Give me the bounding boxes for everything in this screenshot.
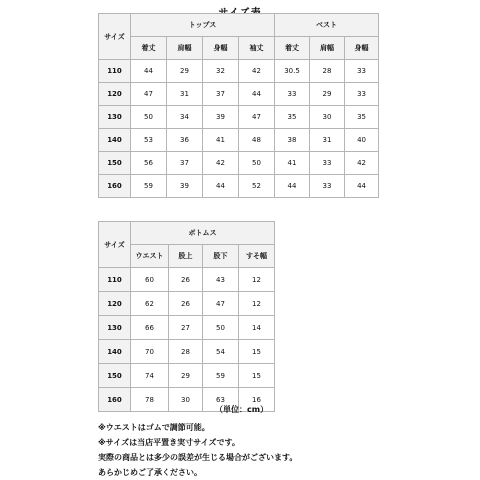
table-cell: 33	[345, 60, 379, 83]
table-cell: 52	[239, 175, 275, 198]
table-cell: 48	[239, 129, 275, 152]
table-cell: 30	[310, 106, 345, 129]
table-cell: 50	[131, 106, 167, 129]
table-cell: 37	[203, 83, 239, 106]
table-cell: 31	[167, 83, 203, 106]
table-cell: 37	[167, 152, 203, 175]
table-cell: 33	[275, 83, 310, 106]
table-cell: 15	[239, 340, 275, 364]
size-cell: 110	[99, 268, 131, 292]
table-cell: 39	[203, 106, 239, 129]
table-cell: 29	[310, 83, 345, 106]
table-cell: 30	[169, 388, 203, 412]
size-header: サイズ	[99, 222, 131, 268]
size-cell: 130	[99, 106, 131, 129]
table-cell: 35	[275, 106, 310, 129]
column-header: 着丈	[275, 37, 310, 60]
table-cell: 33	[310, 175, 345, 198]
size-header: サイズ	[99, 14, 131, 60]
table-cell: 32	[203, 60, 239, 83]
column-header: 肩幅	[310, 37, 345, 60]
table-cell: 56	[131, 152, 167, 175]
table-cell: 50	[239, 152, 275, 175]
table-cell: 70	[131, 340, 169, 364]
table-cell: 36	[167, 129, 203, 152]
size-cell: 160	[99, 388, 131, 412]
table-cell: 40	[345, 129, 379, 152]
note-line: あらかじめご了承ください。	[98, 468, 202, 477]
table-cell: 44	[275, 175, 310, 198]
table-row	[99, 152, 379, 175]
table-cell: 74	[131, 364, 169, 388]
table-cell: 62	[131, 292, 169, 316]
notes	[98, 420, 297, 480]
size-cell: 140	[99, 340, 131, 364]
table-cell: 41	[203, 129, 239, 152]
table-row	[99, 129, 379, 152]
table-cell: 44	[131, 60, 167, 83]
table-cell: 47	[203, 292, 239, 316]
table-cell: 43	[203, 268, 239, 292]
table-cell: 42	[203, 152, 239, 175]
table-cell: 28	[169, 340, 203, 364]
table-row	[99, 60, 379, 83]
table-cell: 30.5	[275, 60, 310, 83]
note-line: 実際の商品とは多少の誤差が生じる場合がございます。	[98, 453, 298, 462]
table-cell: 39	[167, 175, 203, 198]
table-cell: 44	[345, 175, 379, 198]
column-header: すそ幅	[239, 245, 275, 268]
size-cell: 120	[99, 83, 131, 106]
column-header: 着丈	[131, 37, 167, 60]
table-cell: 47	[239, 106, 275, 129]
table-row	[99, 340, 275, 364]
table-cell: 31	[310, 129, 345, 152]
table-cell: 16	[239, 388, 275, 412]
table-cell: 26	[169, 268, 203, 292]
table-cell: 15	[239, 364, 275, 388]
table-cell: 41	[275, 152, 310, 175]
size-cell: 150	[99, 364, 131, 388]
size-cell: 120	[99, 292, 131, 316]
table-row	[99, 292, 275, 316]
column-header: 袖丈	[239, 37, 275, 60]
size-cell: 140	[99, 129, 131, 152]
group-header-bottoms: ボトムス	[131, 222, 275, 245]
size-table-bottoms	[98, 221, 275, 412]
table-row	[99, 106, 379, 129]
column-header: 身幅	[203, 37, 239, 60]
table-cell: 12	[239, 292, 275, 316]
table-cell: 33	[345, 83, 379, 106]
table-row	[99, 268, 275, 292]
table-cell: 44	[203, 175, 239, 198]
group-header-tops: トップス	[131, 14, 275, 37]
table-row	[99, 175, 379, 198]
table-cell: 60	[131, 268, 169, 292]
column-header: 股上	[169, 245, 203, 268]
table-cell: 44	[239, 83, 275, 106]
table-cell: 27	[169, 316, 203, 340]
size-cell: 160	[99, 175, 131, 198]
table-cell: 66	[131, 316, 169, 340]
table-cell: 26	[169, 292, 203, 316]
table-cell: 47	[131, 83, 167, 106]
note-line: ※サイズは当店平置き実寸サイズです。	[98, 438, 240, 447]
size-cell: 150	[99, 152, 131, 175]
column-header: 身幅	[345, 37, 379, 60]
table-cell: 42	[239, 60, 275, 83]
table-cell: 29	[169, 364, 203, 388]
table-cell: 42	[345, 152, 379, 175]
column-header: 股下	[203, 245, 239, 268]
table-cell: 54	[203, 340, 239, 364]
note-line: ※ウエストはゴムで調節可能。	[98, 423, 210, 432]
table-row	[99, 316, 275, 340]
column-header: 肩幅	[167, 37, 203, 60]
table-row	[99, 364, 275, 388]
size-table-tops-vest	[98, 13, 379, 198]
table-cell: 59	[131, 175, 167, 198]
table-cell: 12	[239, 268, 275, 292]
column-header: ウエスト	[131, 245, 169, 268]
table-row	[99, 83, 379, 106]
table-cell: 28	[310, 60, 345, 83]
group-header-vest: ベスト	[275, 14, 379, 37]
table-cell: 53	[131, 129, 167, 152]
table-cell: 33	[310, 152, 345, 175]
table-cell: 34	[167, 106, 203, 129]
table-cell: 14	[239, 316, 275, 340]
unit-label: （単位：cm）	[215, 405, 269, 414]
table-cell: 59	[203, 364, 239, 388]
table-cell: 50	[203, 316, 239, 340]
table-cell: 38	[275, 129, 310, 152]
table-cell: 63	[203, 388, 239, 412]
size-cell: 110	[99, 60, 131, 83]
table-cell: 78	[131, 388, 169, 412]
size-cell: 130	[99, 316, 131, 340]
table-cell: 29	[167, 60, 203, 83]
table-cell: 35	[345, 106, 379, 129]
